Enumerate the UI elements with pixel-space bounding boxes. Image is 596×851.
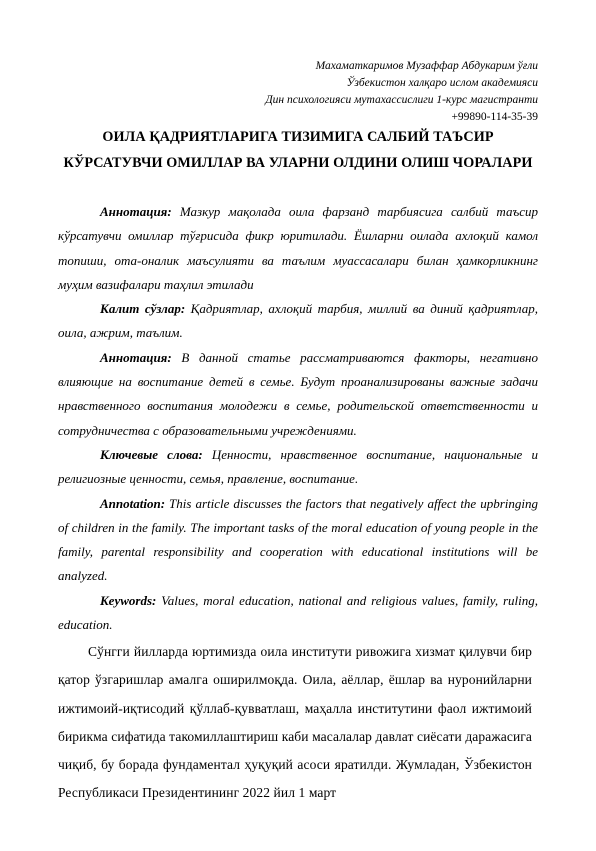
keywords-uz-text: Қадриятлар, ахлоқий тарбия, миллий ва диний қадриятлар, оила, ажрим, таълим. <box>58 301 538 341</box>
author-block <box>265 58 538 126</box>
abstract-uz-text: Мазкур мақолада оила фарзанд тарбиясига салбий таъсир кўрсатувчи омиллар тўғрисида фикр юритилади. Ёшларни оилада ахлоқий камол топиши, ота-оналик маъсулияти ва таълим муассасалари билан ҳамкорликнинг муҳим вазифалари таҳлил этилади <box>58 204 538 292</box>
paper-title <box>40 124 556 176</box>
keywords-en <box>58 589 538 638</box>
title-line-1: ОИЛА ҚАДРИЯТЛАРИГА ТИЗИМИГА САЛБИЙ ТАЪСИР <box>102 129 494 145</box>
abstract-uz-label: Аннотация: <box>100 204 172 219</box>
author-institution: Ўзбекистон халқаро ислом академияси <box>346 77 538 89</box>
body-section <box>58 638 532 808</box>
keywords-en-label: Keywords: <box>100 592 157 608</box>
keywords-ru-text: Ценности, нравственное воспитание, национальные и религиозные ценности, семья, правление, воспитание. <box>58 446 539 487</box>
abstract-ru <box>58 346 538 443</box>
keywords-ru <box>58 443 538 492</box>
keywords-uz <box>58 297 538 346</box>
keywords-ru-label: Ключевые слова: <box>100 446 203 462</box>
abstract-en-label: Annotation: <box>100 495 166 511</box>
abstract-uz <box>58 200 538 297</box>
title-line-2: КЎРСАТУВЧИ ОМИЛЛАР ВА УЛАРНИ ОЛДИНИ ОЛИШ ЧОРАЛАРИ <box>63 155 533 171</box>
author-phone: +99890-114-35-39 <box>451 111 538 123</box>
body-paragraph: Сўнгги йилларда юртимизда оила институти ривожига хизмат қилувчи бир қатор ўзгаришлар амалга оширилмоқда. Оила, аёллар, ёшлар ва нуронийларни ижтимоий-иқтисодий қўллаб-қувватлаш, маҳалла институтини фаол ижтимоий бирикма сифатида такомиллаштириш каби масалалар давлат сиёсати даражасига чиқиб, бу борада фундаментал ҳуқуқий асоси яратилди. Жумладан, Ўзбекистон Республикаси Президентининг 2022 йил 1 март <box>58 644 532 801</box>
keywords-uz-label: Калит сўзлар: <box>100 301 186 317</box>
abstract-en <box>58 492 538 589</box>
keywords-en-text: Values, moral education, national and religious values, family, ruling, education. <box>58 592 538 633</box>
abstract-ru-label: Аннотация: <box>100 349 172 365</box>
author-name: Махаматкаримов Музаффар Абдукарим ўғли <box>315 60 538 72</box>
abstracts-section <box>58 200 538 637</box>
abstract-en-text: This article discusses the factors that negatively affect the upbringing of children in the family. The important tasks of the moral education of young people in the family, parental responsibility and cooperation with educational institutions will be analyzed. <box>58 495 538 584</box>
author-position: Дин психологияси мутахассислиги 1-курс магистранти <box>265 94 538 106</box>
abstract-ru-text: В данной статье рассматриваются факторы, негативно влияющие на воспитание детей в семье. Будут проанализированы важные задачи нравственного воспитания молодежи в семье, родительской ответственности и сотрудничества с образовательными учреждениями. <box>58 349 538 438</box>
